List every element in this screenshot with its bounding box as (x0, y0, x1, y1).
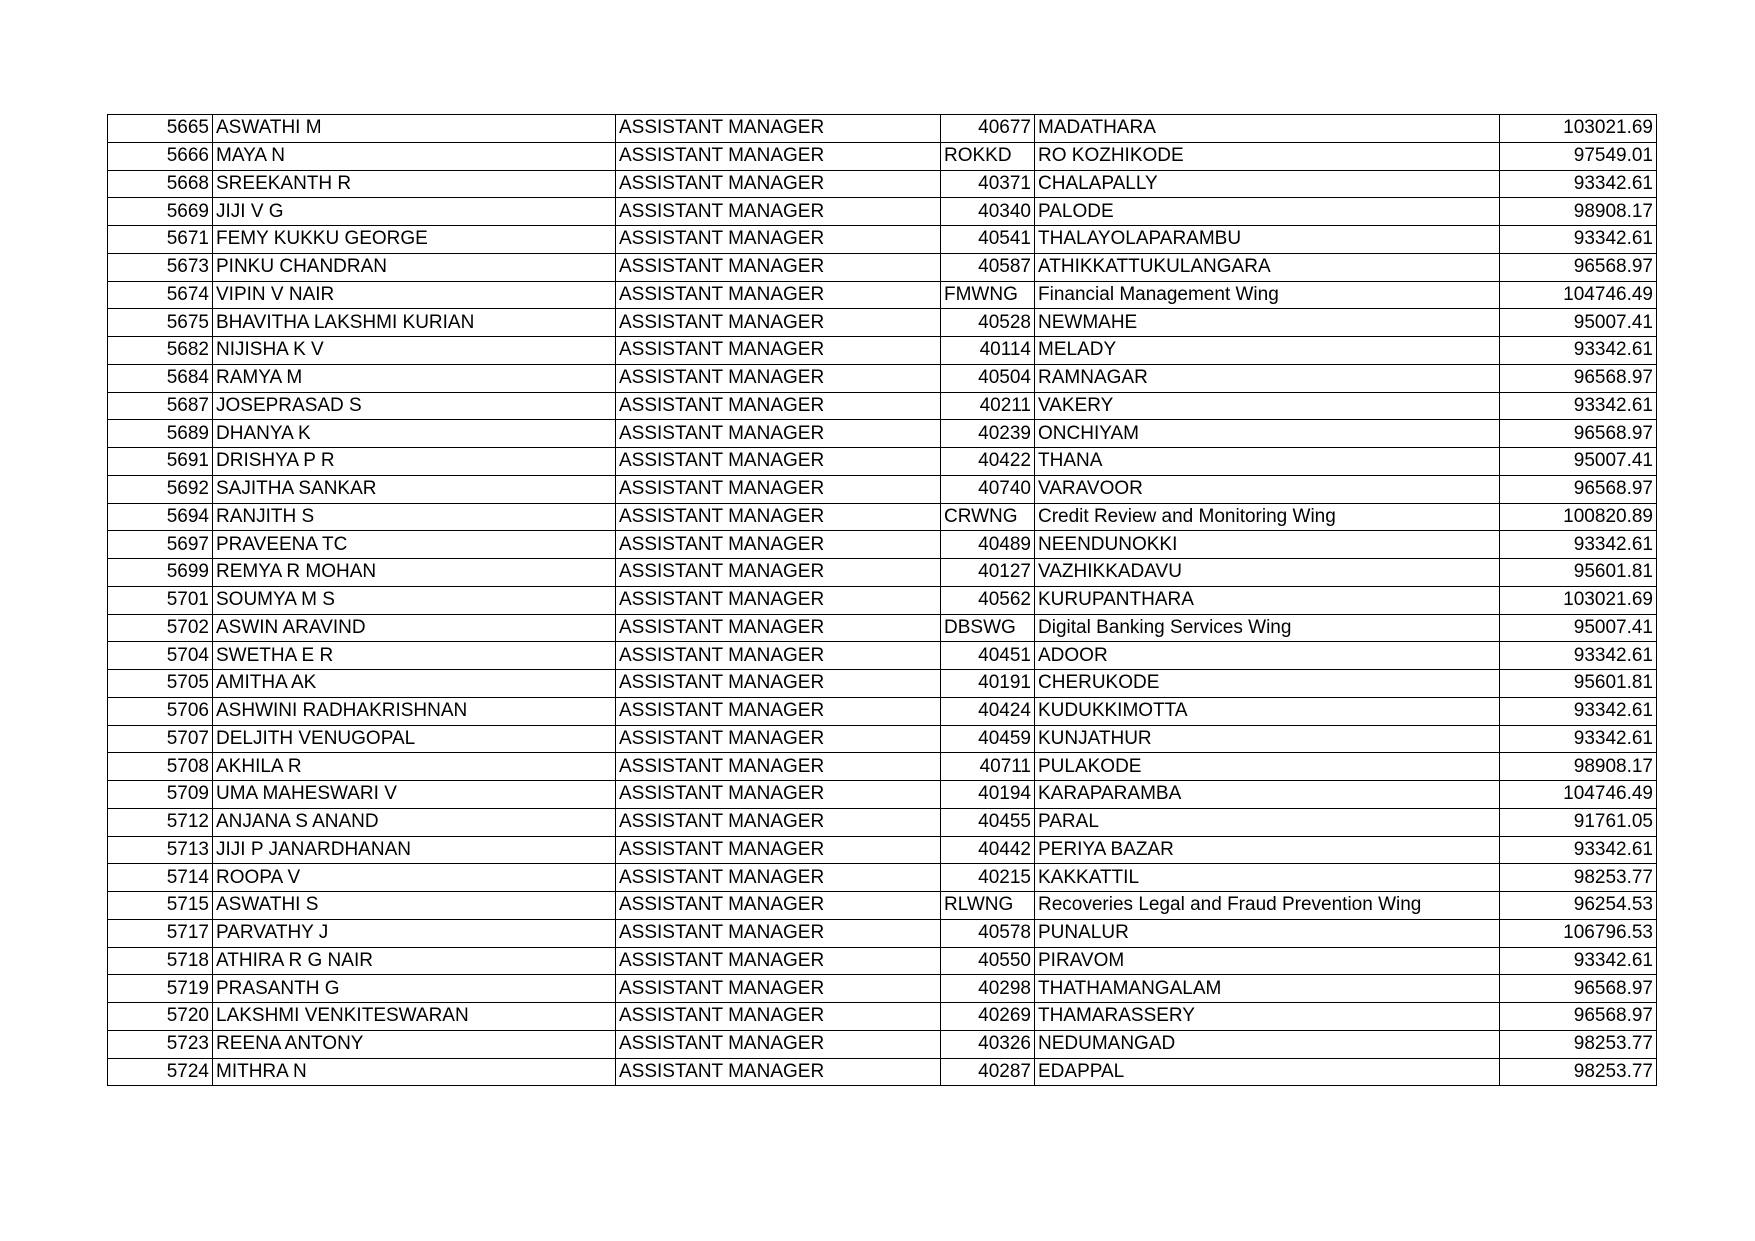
employee-id-cell: 5724 (108, 1058, 213, 1086)
employee-name-cell: ASWIN ARAVIND (213, 614, 616, 642)
employee-name-cell: SREEKANTH R (213, 170, 616, 198)
designation-cell: ASSISTANT MANAGER (616, 808, 941, 836)
branch-name-cell: VARAVOOR (1035, 475, 1500, 503)
branch-code-cell: 40211 (941, 392, 1035, 420)
employee-name-cell: ASWATHI M (213, 115, 616, 143)
employee-id-cell: 5723 (108, 1030, 213, 1058)
branch-code-cell: 40677 (941, 115, 1035, 143)
employee-id-cell: 5709 (108, 781, 213, 809)
employee-id-cell: 5719 (108, 975, 213, 1003)
employee-id-cell: 5671 (108, 226, 213, 254)
designation-cell: ASSISTANT MANAGER (616, 337, 941, 365)
designation-cell: ASSISTANT MANAGER (616, 614, 941, 642)
employee-id-cell: 5705 (108, 670, 213, 698)
amount-cell: 93342.61 (1500, 170, 1657, 198)
designation-cell: ASSISTANT MANAGER (616, 475, 941, 503)
designation-cell: ASSISTANT MANAGER (616, 115, 941, 143)
employee-id-cell: 5706 (108, 697, 213, 725)
designation-cell: ASSISTANT MANAGER (616, 142, 941, 170)
branch-code-cell: 40194 (941, 781, 1035, 809)
table-row (108, 364, 1657, 392)
branch-name-cell: VAKERY (1035, 392, 1500, 420)
designation-cell: ASSISTANT MANAGER (616, 670, 941, 698)
employee-name-cell: MITHRA N (213, 1058, 616, 1086)
table-row (108, 503, 1657, 531)
designation-cell: ASSISTANT MANAGER (616, 725, 941, 753)
branch-name-cell: NEENDUNOKKI (1035, 531, 1500, 559)
employee-id-cell: 5668 (108, 170, 213, 198)
amount-cell: 98908.17 (1500, 753, 1657, 781)
branch-name-cell: MELADY (1035, 337, 1500, 365)
employee-name-cell: JIJI P JANARDHANAN (213, 836, 616, 864)
amount-cell: 93342.61 (1500, 642, 1657, 670)
employee-id-cell: 5674 (108, 281, 213, 309)
designation-cell: ASSISTANT MANAGER (616, 586, 941, 614)
employee-name-cell: DRISHYA P R (213, 448, 616, 476)
designation-cell: ASSISTANT MANAGER (616, 448, 941, 476)
amount-cell: 93342.61 (1500, 531, 1657, 559)
branch-name-cell: THALAYOLAPARAMBU (1035, 226, 1500, 254)
amount-cell: 95007.41 (1500, 448, 1657, 476)
employee-id-cell: 5689 (108, 420, 213, 448)
branch-code-cell: 40371 (941, 170, 1035, 198)
employee-name-cell: JIJI V G (213, 198, 616, 226)
designation-cell: ASSISTANT MANAGER (616, 281, 941, 309)
designation-cell: ASSISTANT MANAGER (616, 420, 941, 448)
table-row (108, 337, 1657, 365)
branch-code-cell: 40215 (941, 864, 1035, 892)
designation-cell: ASSISTANT MANAGER (616, 919, 941, 947)
employee-name-cell: SWETHA E R (213, 642, 616, 670)
employee-id-cell: 5691 (108, 448, 213, 476)
employee-id-cell: 5669 (108, 198, 213, 226)
branch-code-cell: 40578 (941, 919, 1035, 947)
designation-cell: ASSISTANT MANAGER (616, 753, 941, 781)
branch-name-cell: PARAL (1035, 808, 1500, 836)
employee-id-cell: 5692 (108, 475, 213, 503)
branch-code-cell: 40424 (941, 697, 1035, 725)
employee-name-cell: RANJITH S (213, 503, 616, 531)
employee-id-cell: 5673 (108, 253, 213, 281)
amount-cell: 95007.41 (1500, 309, 1657, 337)
employee-name-cell: SOUMYA M S (213, 586, 616, 614)
amount-cell: 98253.77 (1500, 864, 1657, 892)
branch-code-cell: 40298 (941, 975, 1035, 1003)
table-row (108, 975, 1657, 1003)
amount-cell: 98253.77 (1500, 1030, 1657, 1058)
branch-code-cell: 40541 (941, 226, 1035, 254)
designation-cell: ASSISTANT MANAGER (616, 503, 941, 531)
branch-code-cell: 40740 (941, 475, 1035, 503)
branch-name-cell: CHERUKODE (1035, 670, 1500, 698)
designation-cell: ASSISTANT MANAGER (616, 781, 941, 809)
amount-cell: 93342.61 (1500, 947, 1657, 975)
branch-code-cell: 40504 (941, 364, 1035, 392)
branch-code-cell: RLWNG (941, 892, 1035, 920)
amount-cell: 95601.81 (1500, 670, 1657, 698)
amount-cell: 96568.97 (1500, 253, 1657, 281)
employee-id-cell: 5697 (108, 531, 213, 559)
amount-cell: 104746.49 (1500, 281, 1657, 309)
branch-code-cell: 40459 (941, 725, 1035, 753)
employee-name-cell: ATHIRA R G NAIR (213, 947, 616, 975)
employee-name-cell: PARVATHY J (213, 919, 616, 947)
branch-name-cell: PERIYA BAZAR (1035, 836, 1500, 864)
designation-cell: ASSISTANT MANAGER (616, 170, 941, 198)
table-row (108, 559, 1657, 587)
employee-name-cell: FEMY KUKKU GEORGE (213, 226, 616, 254)
branch-name-cell: THATHAMANGALAM (1035, 975, 1500, 1003)
employee-name-cell: AKHILA R (213, 753, 616, 781)
branch-name-cell: KUDUKKIMOTTA (1035, 697, 1500, 725)
branch-code-cell: 40528 (941, 309, 1035, 337)
branch-name-cell: THANA (1035, 448, 1500, 476)
employee-name-cell: ROOPA V (213, 864, 616, 892)
employee-name-cell: JOSEPRASAD S (213, 392, 616, 420)
branch-code-cell: 40455 (941, 808, 1035, 836)
branch-code-cell: 40711 (941, 753, 1035, 781)
branch-name-cell: Recoveries Legal and Fraud Prevention Wing (1035, 892, 1500, 920)
amount-cell: 93342.61 (1500, 725, 1657, 753)
employee-name-cell: VIPIN V NAIR (213, 281, 616, 309)
employee-id-cell: 5687 (108, 392, 213, 420)
employee-name-cell: ANJANA S ANAND (213, 808, 616, 836)
designation-cell: ASSISTANT MANAGER (616, 392, 941, 420)
table-row (108, 253, 1657, 281)
employee-id-cell: 5717 (108, 919, 213, 947)
table-row (108, 614, 1657, 642)
branch-code-cell: 40550 (941, 947, 1035, 975)
employee-id-cell: 5707 (108, 725, 213, 753)
employee-name-cell: DELJITH VENUGOPAL (213, 725, 616, 753)
designation-cell: ASSISTANT MANAGER (616, 559, 941, 587)
designation-cell: ASSISTANT MANAGER (616, 309, 941, 337)
employee-id-cell: 5665 (108, 115, 213, 143)
table-row (108, 420, 1657, 448)
branch-code-cell: 40451 (941, 642, 1035, 670)
branch-name-cell: KUNJATHUR (1035, 725, 1500, 753)
employee-id-cell: 5684 (108, 364, 213, 392)
branch-code-cell: 40489 (941, 531, 1035, 559)
branch-name-cell: NEWMAHE (1035, 309, 1500, 337)
amount-cell: 93342.61 (1500, 226, 1657, 254)
branch-name-cell: CHALAPALLY (1035, 170, 1500, 198)
branch-code-cell: CRWNG (941, 503, 1035, 531)
employee-id-cell: 5718 (108, 947, 213, 975)
designation-cell: ASSISTANT MANAGER (616, 892, 941, 920)
branch-code-cell: 40442 (941, 836, 1035, 864)
branch-name-cell: RAMNAGAR (1035, 364, 1500, 392)
branch-code-cell: 40562 (941, 586, 1035, 614)
employee-name-cell: RAMYA M (213, 364, 616, 392)
employee-name-cell: PRASANTH G (213, 975, 616, 1003)
branch-name-cell: ONCHIYAM (1035, 420, 1500, 448)
branch-code-cell: 40127 (941, 559, 1035, 587)
branch-name-cell: KURUPANTHARA (1035, 586, 1500, 614)
employee-id-cell: 5714 (108, 864, 213, 892)
employee-name-cell: REMYA R MOHAN (213, 559, 616, 587)
amount-cell: 96568.97 (1500, 975, 1657, 1003)
designation-cell: ASSISTANT MANAGER (616, 864, 941, 892)
employee-name-cell: NIJISHA K V (213, 337, 616, 365)
branch-code-cell: 40326 (941, 1030, 1035, 1058)
employee-id-cell: 5699 (108, 559, 213, 587)
table-row (108, 864, 1657, 892)
employee-name-cell: BHAVITHA LAKSHMI KURIAN (213, 309, 616, 337)
table-row (108, 142, 1657, 170)
branch-name-cell: PALODE (1035, 198, 1500, 226)
branch-name-cell: PIRAVOM (1035, 947, 1500, 975)
amount-cell: 95007.41 (1500, 614, 1657, 642)
amount-cell: 93342.61 (1500, 392, 1657, 420)
table-row (108, 448, 1657, 476)
designation-cell: ASSISTANT MANAGER (616, 253, 941, 281)
employee-name-cell: UMA MAHESWARI V (213, 781, 616, 809)
branch-code-cell: DBSWG (941, 614, 1035, 642)
table-row (108, 475, 1657, 503)
table-row (108, 281, 1657, 309)
table-row (108, 781, 1657, 809)
branch-name-cell: PULAKODE (1035, 753, 1500, 781)
employee-name-cell: PINKU CHANDRAN (213, 253, 616, 281)
designation-cell: ASSISTANT MANAGER (616, 531, 941, 559)
amount-cell: 96568.97 (1500, 1003, 1657, 1031)
table-row (108, 670, 1657, 698)
table-row (108, 808, 1657, 836)
amount-cell: 97549.01 (1500, 142, 1657, 170)
table-row (108, 198, 1657, 226)
table-row (108, 725, 1657, 753)
employee-id-cell: 5715 (108, 892, 213, 920)
employee-name-cell: PRAVEENA TC (213, 531, 616, 559)
designation-cell: ASSISTANT MANAGER (616, 1030, 941, 1058)
amount-cell: 106796.53 (1500, 919, 1657, 947)
employee-id-cell: 5708 (108, 753, 213, 781)
amount-cell: 93342.61 (1500, 337, 1657, 365)
employee-id-cell: 5712 (108, 808, 213, 836)
amount-cell: 96568.97 (1500, 420, 1657, 448)
branch-code-cell: 40422 (941, 448, 1035, 476)
table-row (108, 947, 1657, 975)
branch-code-cell: 40287 (941, 1058, 1035, 1086)
table-row (108, 892, 1657, 920)
employee-name-cell: ASHWINI RADHAKRISHNAN (213, 697, 616, 725)
table-row (108, 1003, 1657, 1031)
branch-name-cell: ADOOR (1035, 642, 1500, 670)
branch-name-cell: KARAPARAMBA (1035, 781, 1500, 809)
branch-code-cell: 40587 (941, 253, 1035, 281)
amount-cell: 96254.53 (1500, 892, 1657, 920)
branch-code-cell: 40269 (941, 1003, 1035, 1031)
table-row (108, 309, 1657, 337)
branch-name-cell: KAKKATTIL (1035, 864, 1500, 892)
employee-name-cell: MAYA N (213, 142, 616, 170)
branch-name-cell: ATHIKKATTUKULANGARA (1035, 253, 1500, 281)
employee-id-cell: 5713 (108, 836, 213, 864)
amount-cell: 91761.05 (1500, 808, 1657, 836)
table-row (108, 170, 1657, 198)
table-row (108, 753, 1657, 781)
amount-cell: 96568.97 (1500, 364, 1657, 392)
amount-cell: 98253.77 (1500, 1058, 1657, 1086)
branch-code-cell: ROKKD (941, 142, 1035, 170)
amount-cell: 100820.89 (1500, 503, 1657, 531)
amount-cell: 104746.49 (1500, 781, 1657, 809)
amount-cell: 103021.69 (1500, 586, 1657, 614)
table-row (108, 115, 1657, 143)
amount-cell: 98908.17 (1500, 198, 1657, 226)
employee-id-cell: 5694 (108, 503, 213, 531)
amount-cell: 93342.61 (1500, 697, 1657, 725)
amount-cell: 103021.69 (1500, 115, 1657, 143)
table-row (108, 919, 1657, 947)
employee-name-cell: LAKSHMI VENKITESWARAN (213, 1003, 616, 1031)
amount-cell: 93342.61 (1500, 836, 1657, 864)
employee-name-cell: ASWATHI S (213, 892, 616, 920)
employee-id-cell: 5720 (108, 1003, 213, 1031)
table-row (108, 642, 1657, 670)
branch-code-cell: 40239 (941, 420, 1035, 448)
branch-code-cell: 40114 (941, 337, 1035, 365)
table-row (108, 1058, 1657, 1086)
staff-table (107, 114, 1657, 1086)
designation-cell: ASSISTANT MANAGER (616, 697, 941, 725)
table-row (108, 586, 1657, 614)
designation-cell: ASSISTANT MANAGER (616, 947, 941, 975)
amount-cell: 95601.81 (1500, 559, 1657, 587)
table-row (108, 531, 1657, 559)
table-row (108, 697, 1657, 725)
branch-code-cell: 40340 (941, 198, 1035, 226)
designation-cell: ASSISTANT MANAGER (616, 975, 941, 1003)
branch-name-cell: Credit Review and Monitoring Wing (1035, 503, 1500, 531)
employee-name-cell: DHANYA K (213, 420, 616, 448)
designation-cell: ASSISTANT MANAGER (616, 836, 941, 864)
employee-id-cell: 5704 (108, 642, 213, 670)
employee-id-cell: 5702 (108, 614, 213, 642)
designation-cell: ASSISTANT MANAGER (616, 1058, 941, 1086)
designation-cell: ASSISTANT MANAGER (616, 642, 941, 670)
employee-id-cell: 5701 (108, 586, 213, 614)
designation-cell: ASSISTANT MANAGER (616, 198, 941, 226)
branch-name-cell: MADATHARA (1035, 115, 1500, 143)
employee-id-cell: 5666 (108, 142, 213, 170)
employee-name-cell: AMITHA AK (213, 670, 616, 698)
amount-cell: 96568.97 (1500, 475, 1657, 503)
designation-cell: ASSISTANT MANAGER (616, 364, 941, 392)
designation-cell: ASSISTANT MANAGER (616, 1003, 941, 1031)
branch-name-cell: RO KOZHIKODE (1035, 142, 1500, 170)
branch-name-cell: VAZHIKKADAVU (1035, 559, 1500, 587)
branch-name-cell: NEDUMANGAD (1035, 1030, 1500, 1058)
employee-name-cell: SAJITHA SANKAR (213, 475, 616, 503)
staff-table-body (108, 115, 1657, 1086)
designation-cell: ASSISTANT MANAGER (616, 226, 941, 254)
branch-name-cell: Financial Management Wing (1035, 281, 1500, 309)
employee-id-cell: 5675 (108, 309, 213, 337)
table-row (108, 1030, 1657, 1058)
employee-id-cell: 5682 (108, 337, 213, 365)
branch-name-cell: PUNALUR (1035, 919, 1500, 947)
table-row (108, 836, 1657, 864)
branch-name-cell: EDAPPAL (1035, 1058, 1500, 1086)
table-row (108, 226, 1657, 254)
branch-code-cell: FMWNG (941, 281, 1035, 309)
branch-code-cell: 40191 (941, 670, 1035, 698)
branch-name-cell: Digital Banking Services Wing (1035, 614, 1500, 642)
table-row (108, 392, 1657, 420)
branch-name-cell: THAMARASSERY (1035, 1003, 1500, 1031)
employee-name-cell: REENA ANTONY (213, 1030, 616, 1058)
